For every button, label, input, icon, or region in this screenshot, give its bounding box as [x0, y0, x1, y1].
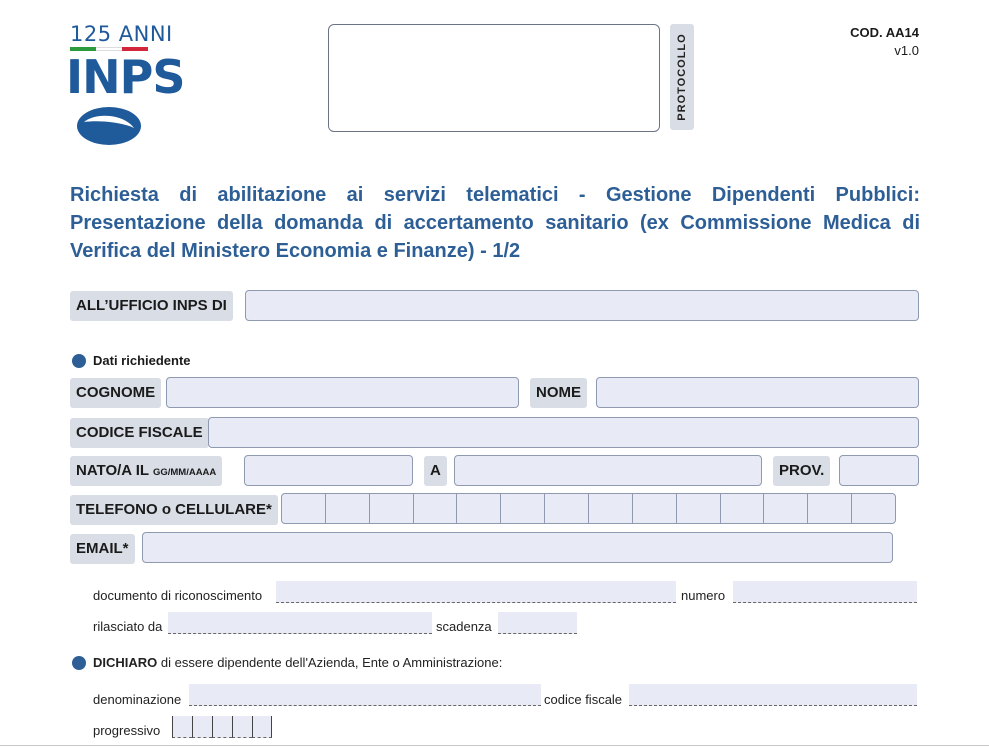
birth-place-label: A: [424, 456, 447, 486]
phone-digit-cell[interactable]: [677, 494, 721, 523]
issued-by-input[interactable]: [168, 612, 432, 634]
inps-logo-text: INPS: [66, 50, 185, 104]
tax-code-input[interactable]: [208, 417, 919, 448]
form-code: [850, 24, 919, 60]
form-code-label: COD. AA14: [850, 25, 919, 40]
phone-digit-cell[interactable]: [721, 494, 765, 523]
expiry-input[interactable]: [498, 612, 577, 634]
phone-digit-cell[interactable]: [633, 494, 677, 523]
name-label: NOME: [530, 378, 587, 408]
birth-label-text: NATO/A IL: [76, 462, 149, 479]
progressive-digit-cell[interactable]: [212, 716, 232, 738]
document-number-label: numero: [681, 588, 726, 603]
section-bullet-icon: [72, 656, 86, 670]
phone-digit-cell[interactable]: [282, 494, 326, 523]
form-version: v1.0: [894, 43, 919, 58]
denomination-label: denominazione: [93, 692, 182, 707]
birth-date-input[interactable]: [244, 455, 413, 486]
office-input[interactable]: [245, 290, 919, 321]
declaration-body: di essere dipendente dell'Azienda, Ente o Amministrazione:: [157, 655, 503, 670]
email-label: EMAIL*: [70, 534, 135, 564]
anniversary-text: 125 ANNI: [70, 22, 173, 46]
phone-digit-cell[interactable]: [414, 494, 458, 523]
employer-tax-code-label: codice fiscale: [544, 692, 623, 707]
form-title: Richiesta di abilitazione ai servizi telematici - Gestione Dipendenti Pubblici: Presentazione della domanda di accertamento sanitario (ex Commissione Medica di Verifica del Ministero Economia e Finanze) - 1/2: [70, 184, 920, 262]
document-label: documento di riconoscimento: [93, 588, 263, 603]
phone-digit-cell[interactable]: [457, 494, 501, 523]
phone-label: TELEFONO o CELLULARE*: [70, 495, 278, 525]
progressive-digit-cell[interactable]: [252, 716, 272, 738]
section-bullet-icon: [72, 354, 86, 368]
tax-code-label: CODICE FISCALE: [70, 418, 209, 448]
phone-digit-cell[interactable]: [589, 494, 633, 523]
progressive-digit-cell[interactable]: [172, 716, 192, 738]
birth-format-hint: GG/MM/AAAA: [152, 467, 217, 478]
phone-digit-cell[interactable]: [370, 494, 414, 523]
progressive-digit-cell[interactable]: [232, 716, 252, 738]
inps-logo-icon: [76, 106, 142, 146]
phone-digit-cell[interactable]: [808, 494, 852, 523]
phone-digit-cell[interactable]: [545, 494, 589, 523]
name-input[interactable]: [596, 377, 919, 408]
protocol-tab: [670, 24, 694, 130]
surname-label: COGNOME: [70, 378, 161, 408]
employer-tax-code-input[interactable]: [629, 684, 917, 706]
phone-digit-cell[interactable]: [764, 494, 808, 523]
birth-place-input[interactable]: [454, 455, 762, 486]
issued-by-label: rilasciato da: [93, 619, 163, 634]
phone-digit-cell[interactable]: [326, 494, 370, 523]
progressive-input[interactable]: [172, 716, 272, 738]
declaration-lead: DICHIARO: [93, 655, 158, 670]
progressive-digit-cell[interactable]: [192, 716, 212, 738]
denomination-input[interactable]: [189, 684, 541, 706]
protocol-label: PROTOCOLLO: [676, 33, 688, 121]
email-input[interactable]: [142, 532, 893, 563]
document-number-input[interactable]: [733, 581, 917, 603]
province-input[interactable]: [839, 455, 919, 486]
expiry-label: scadenza: [436, 619, 492, 634]
phone-digit-cell[interactable]: [852, 494, 895, 523]
surname-input[interactable]: [166, 377, 519, 408]
phone-digit-cell[interactable]: [501, 494, 545, 523]
declaration-text: [93, 655, 502, 670]
document-input[interactable]: [276, 581, 676, 603]
progressive-label: progressivo: [93, 723, 161, 738]
page-divider: [0, 745, 989, 746]
birth-label: [70, 456, 222, 486]
province-label: PROV.: [773, 456, 830, 486]
office-label: ALL’UFFICIO INPS DI: [70, 291, 233, 321]
requester-section-title: Dati richiedente: [93, 353, 191, 368]
protocol-box: [328, 24, 660, 132]
phone-input[interactable]: [281, 493, 896, 524]
